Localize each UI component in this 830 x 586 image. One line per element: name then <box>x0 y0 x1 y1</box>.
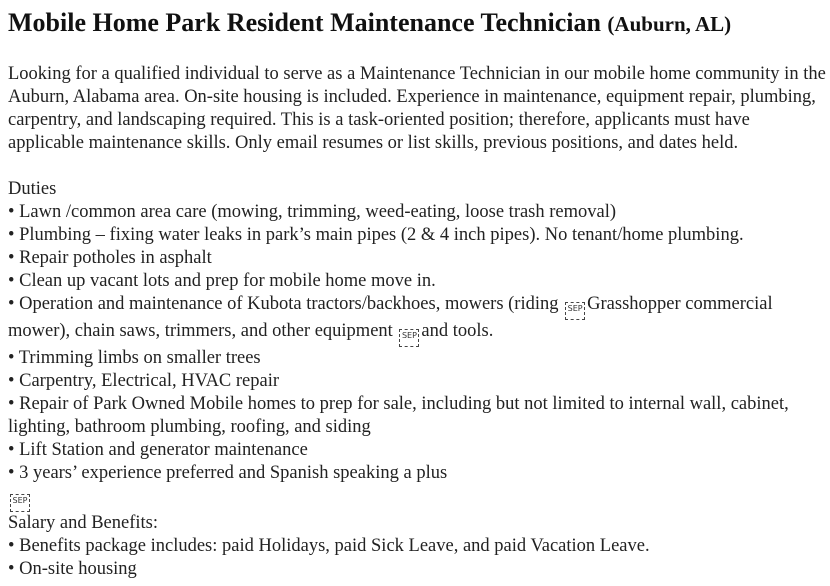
separator-line <box>8 485 830 512</box>
separator-glyph: SEP <box>399 329 419 347</box>
blank-line <box>8 155 830 178</box>
duties-heading: Duties <box>8 179 57 199</box>
duty-item-part: • Operation and maintenance of Kubota tractors/backhoes, mowers (riding <box>8 294 559 314</box>
duty-item: • Plumbing – fixing water leaks in park’s main pipes (2 & 4 inch pipes). No tenant/home plumbing. <box>8 225 744 245</box>
separator-glyph: SEP <box>10 494 30 512</box>
salary-heading: Salary and Benefits: <box>8 513 159 533</box>
duty-item-part: and tools. <box>421 321 494 341</box>
job-title: Mobile Home Park Resident Maintenance Technician <box>8 8 601 37</box>
job-posting <box>8 0 830 581</box>
duty-item: • Lift Station and generator maintenance <box>8 440 308 460</box>
duty-item: • Carpentry, Electrical, HVAC repair <box>8 371 280 391</box>
job-location: (Auburn, AL) <box>607 12 732 36</box>
duty-item: • Lawn /common area care (mowing, trimming, weed-eating, loose trash removal) <box>8 202 617 222</box>
page-title <box>8 7 830 40</box>
benefit-item: • Benefits package includes: paid Holidays, paid Sick Leave, and paid Vacation Leave. <box>8 536 650 556</box>
duty-item: • Trimming limbs on smaller trees <box>8 348 261 368</box>
benefit-item: • On-site housing <box>8 559 137 579</box>
separator-glyph: SEP <box>565 302 585 320</box>
duties-section <box>8 178 830 512</box>
duty-item-part: Grasshopper commercial mower), chain saws, trimmers, and other equipment <box>8 294 773 341</box>
duty-item <box>8 293 830 347</box>
duty-item: • Repair potholes in asphalt <box>8 248 212 268</box>
salary-section <box>8 512 830 581</box>
intro-paragraph: Looking for a qualified individual to serve as a Maintenance Technician in our mobile home community in the Auburn, Alabama area. On-site housing is included. Experience in maintenance, equipment repair, plumbing, carpentry, and landscaping required. This is a task-oriented position; therefore, applicants must have applicable maintenance skills. Only email resumes or list skills, previous positions, and dates held. <box>8 64 826 153</box>
duty-item: • Repair of Park Owned Mobile homes to prep for sale, including but not limited to internal wall, cabinet, lighting, bathroom plumbing, roofing, and siding <box>8 394 789 437</box>
duty-item: • Clean up vacant lots and prep for mobile home move in. <box>8 271 436 291</box>
duty-item: • 3 years’ experience preferred and Spanish speaking a plus <box>8 463 448 483</box>
